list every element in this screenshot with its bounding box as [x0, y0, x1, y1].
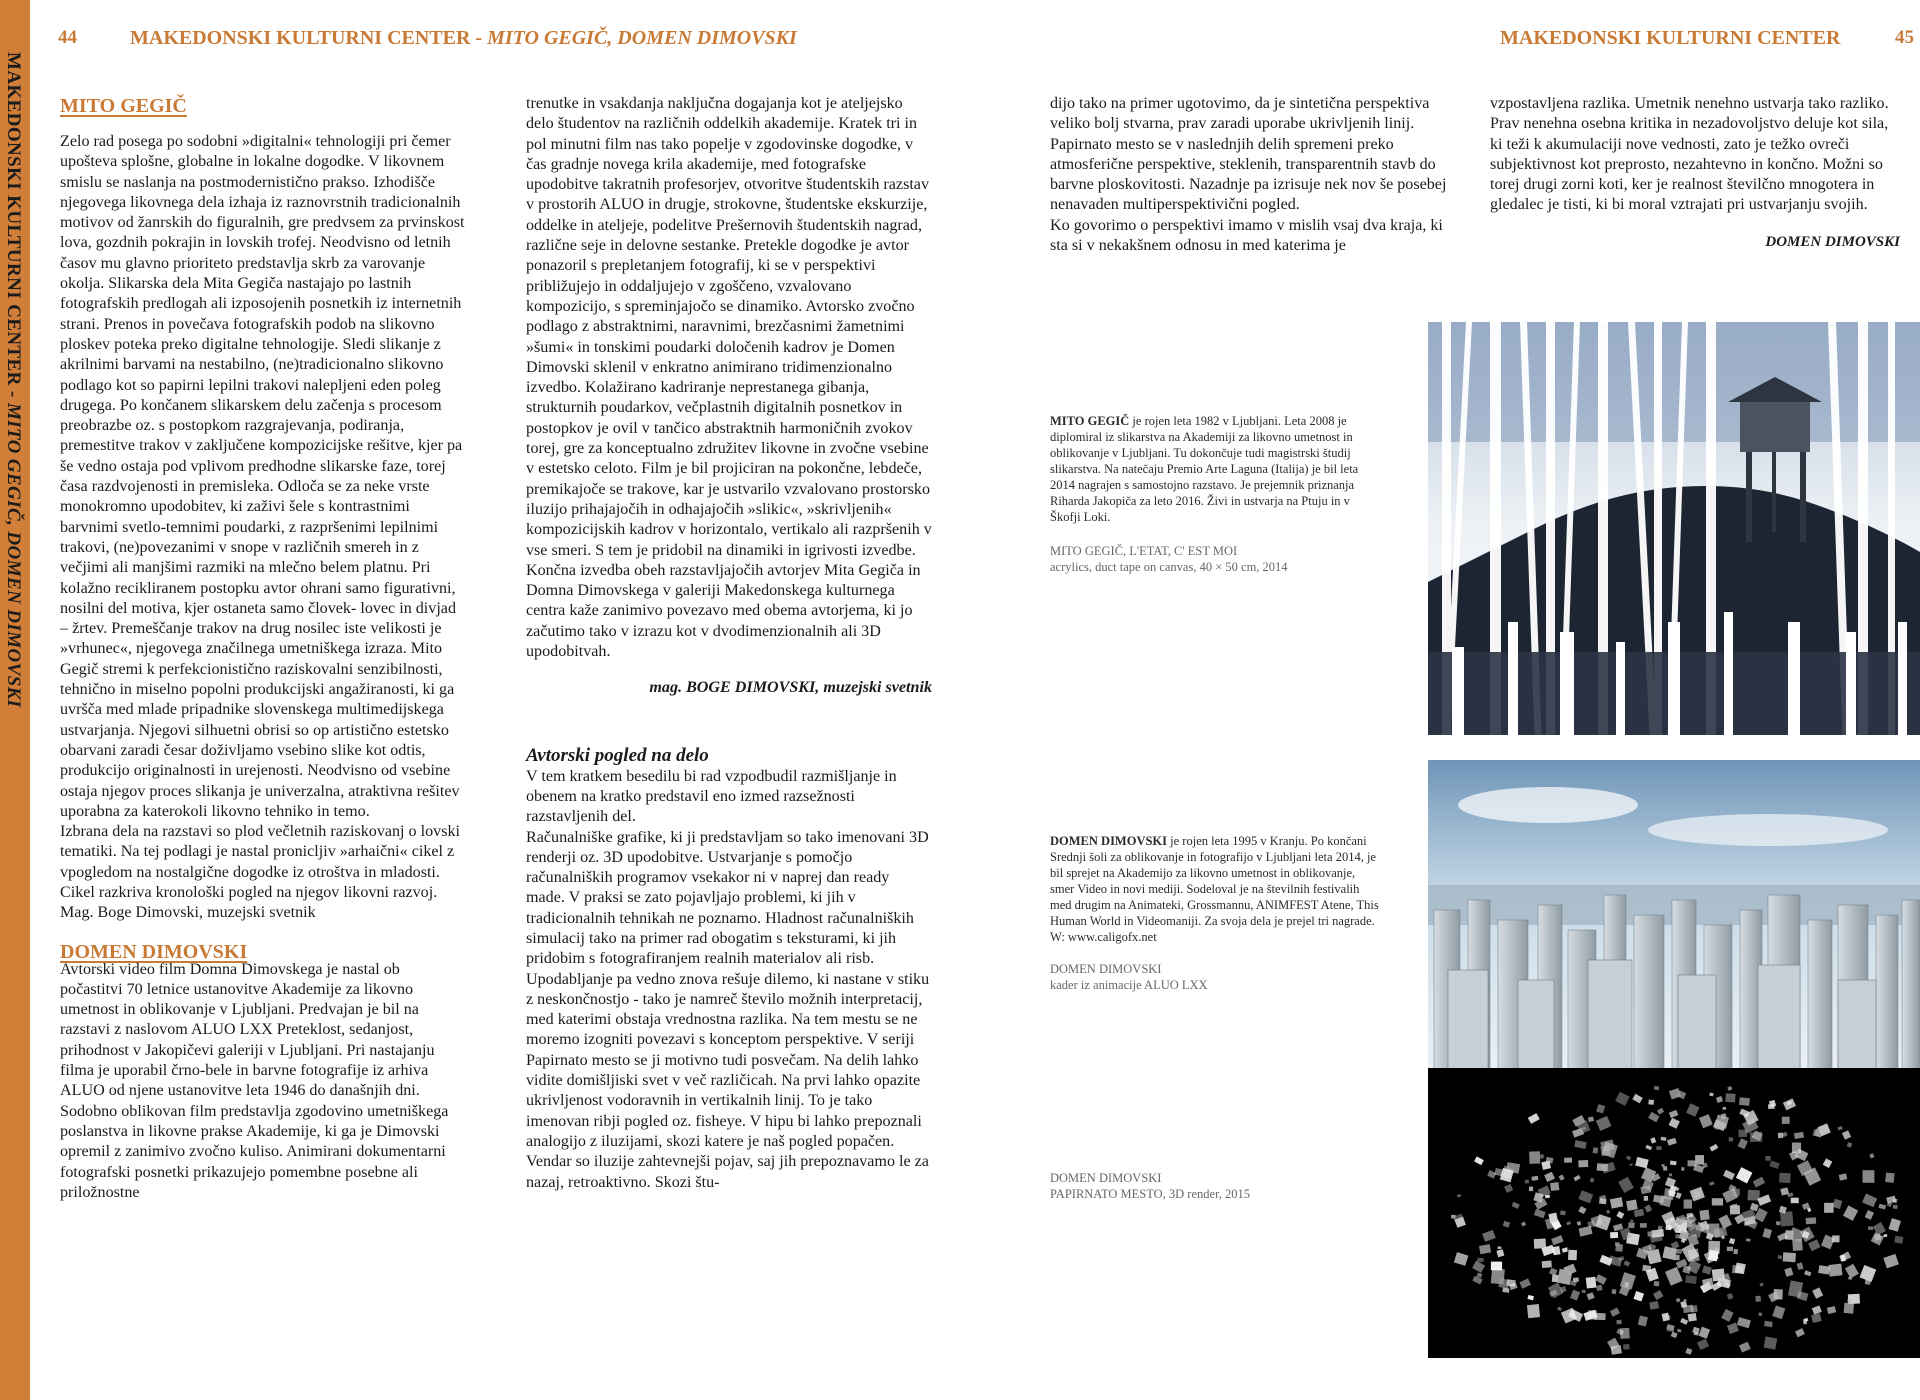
left-running-header: MAKEDONSKI KULTURNI CENTER - MITO GEGIČ, DOMEN DIMOVSKI — [130, 27, 797, 49]
left-page-number: 44 — [58, 27, 77, 48]
right-page-number: 45 — [1895, 27, 1914, 48]
section-title-domen-dimovski: DOMEN DIMOVSKI — [60, 940, 248, 963]
column-3 — [1050, 94, 1455, 256]
col2-paragraph-2: Končna izvedba obeh razstavljajočih avtorjev Mita Gegiča in Domna Dimovskega v galeriji Makedonskega kulturnega centra kaže zanimivo povezavo med obema avtorjema, ki jo začutimo tako v izrazu kot v dvodimenzionalnih ali 3D upodobitvah. — [526, 561, 921, 661]
column-1 — [60, 94, 465, 1203]
bio-caption-domen-dimovski: DOMEN DIMOVSKI je rojen leta 1995 v Kranju. Po končani Srednji šoli za oblikovanje in fotografijo v Ljubljani leta 2014, je bil sprejet na Akademijo za likovno umetnost in oblikovanje, smer Video in novi mediji. Sodeloval je na številnih festivalih med drugim na Animateki, Grossmannu, ANIMFEST Atene, This Human World in Videomaniji. Za svoja dela je prejel tri nagrade. W: www.caligofx.net DOMEN DIMOVSKI kader iz animacije ALUO LXX — [1050, 834, 1379, 992]
col1-signature: Mag. Boge Dimovski, muzejski svetnik — [60, 904, 316, 922]
side-banner-text: MAKEDONSKI KULTURNI CENTER - MITO GEGIČ, DOMEN DIMOVSKI — [3, 52, 24, 708]
col4-signature: DOMEN DIMOVSKI — [1765, 233, 1900, 250]
col2-paragraph-1: trenutke in vsakdanja naključna dogajanja kot je ateljejsko delo študentov na različnih oddelkih akademije. Kratek tri in pol minutni film nas tako popelje v zgodovinske dogodke, v čas gradnje novega krila akademije, med fotografske upodobitve takratnih profesorjev, otvoritve študentskih razstav v prostorih ALUO in drugje, strokovne, študentske ekskurzije, oddelke in ateljeje, podelitve Prešernovih študentskih nagrad, različne seje in delovne sestanke. Pretekle dogodke je avtor ponazoril s prepletanjem fotografij, ki se v perspektivi približujejo in oddaljujejo v zgoščeno, vzvalovano kompozicijo, s spreminjajočo se dinamiko. Avtorsko zvočno podlago z abstraktnimi, naravnimi, brezčasnimi žametnimi »šumi« in tonskimi poudarki določenih kadrov je Domen Dimovski sklenil v enkratno animirano tridimenzionalno izvedbo. Kolažirano kadriranje neprestanega gibanja, strukturnih poudarkov, večplastnih digitalnih posnetkov in postopkov je ovil v tančico abstraktnih harmoničnih zvokov torej, gre za konceptualno združitev likovne in zvočne vsebine v estetsko celoto. Film je bil projiciran na pokončne, lebdeče, premikajoče se trakove, kar je ustvarilo vzvalovano prostorsko iluzijo prihajajočih in odhajajočih »slikic«, »skrivljenih« kompozicijskih kadrov v horizontalo, vertikalo ali razpršenih v vse smeri. S tem je pridobil na dinamiki in igrivosti izvedbe. — [526, 95, 932, 559]
col4-paragraph-1: vzpostavljena razlika. Umetnik nenehno ustvarja tako razliko. Prav nenehna osebna kritika in nezadovoljstvo deluje kot sila, ki teži k akumulaciji nove vednosti, zato je težko ovreči subjektivnost kot preprosto, nezahtevno in končno. Možni so torej drugi zorni koti, ker je realnost številčno mnogotera in gledalec je tisti, ki bi moral vztrajati pri ustvarjanju svojih. — [1490, 95, 1889, 214]
col2-paragraph-4: Računalniške grafike, ki ji predstavljam so tako imenovani 3D renderji oz. 3D upodobitve. Ustvarjanje s pomočjo računalniških programov vsekakor ni v naprej dan ready made. V praksi se zato pojavljajo problemi, ki jih v tradicionalnih tehnikah ne poznamo. Hladnost računalniških simulacij tako na primer rad obogatim s teksturami, ki jih pridobim s fotografiranjem realnih materialov ali risb. — [526, 828, 929, 968]
artwork-image-papirnato-mesto — [1428, 1068, 1920, 1358]
section-title-mito-gegic: MITO GEGIČ — [60, 95, 187, 117]
artwork-image-aluo-lxx — [1428, 760, 1920, 1070]
col2-paragraph-5: Upodabljanje pa vedno znova rešuje dilemo, ki nastane v stiku z neskončnostjo - tako je namreč število možnih interpretacij, med katerimi obstaja vrednostna razlika. Na tem mestu se ne moremo izogniti povezavi s konceptom perspektive. V seriji Papirnato mesto se ji motivno tudi posvečam. Na delih lahko vidite domišljiski svet v več različicah. Na prvi lahko opazite ukrivljenost vodoravnih in vertikalnih linij. To je tako imenovan ribji pogled oz. fisheye. V hipu bi lahko prepoznali analogijo z iluzijami, skozi katere je naš pogled popačen. Vendar so iluzije zahtevnejši pojav, saj jih prepoznavamo le za nazaj, retroaktivno. Skozi štu- — [526, 970, 930, 1191]
subheading-authors-view: Avtorski pogled na delo — [526, 744, 709, 766]
col2-signature: mag. BOGE DIMOVSKI, muzejski svetnik — [649, 679, 932, 697]
column-2 — [526, 94, 932, 1193]
col1-paragraph-2: Izbrana dela na razstavi so plod večletnih raziskovanj o lovski tematiki. Na tej podlagi je nastal pronicljiv »arhaični« cikel z vpogledom na nostalgične dogodke iz otroštva in mladosti. Cikel razkriva kronološki pogled na njegov likovni razvoj. — [60, 823, 460, 901]
col3-paragraph-1: dijo tako na primer ugotovimo, da je sintetična perspektiva veliko bolj stvarna, prav zaradi uporabe ukrivljenih linij. Papirnato mesto se v naslednjih delih spremeni preko atmosferične perspektive, steklenih, transparentnih stavb do barvne ploskovitosti. Nazadnje pa izrisuje nek nov še posebej nenavaden multiperspektivični pogled. — [1050, 95, 1447, 214]
bio-caption-mito-gegic: MITO GEGIČ je rojen leta 1982 v Ljubljani. Leta 2008 je diplomiral iz slikarstva na Akademiji za likovno umetnost in oblikovanje v Ljubljani. Tu dokončuje tudi magistrski študij slikarstva. Na natečaju Premio Arte Laguna (Italija) je bil leta 2014 nagrajen s samostojno razstavo. Je prejemnik priznanja Riharda Jakopiča za leto 2016. Živi in ustvarja na Ptuju in v Škofji Loki. MITO GEGIČ, L'ETAT, C' EST MOI acrylics, duct tape on canvas, 40 × 50 cm, 2014 — [1050, 414, 1359, 574]
col1-paragraph-3: Avtorski video film Domna Dimovskega je nastal ob počastitvi 70 letnice ustanovitve Akademije za likovno umetnost in oblikovanje v Ljubljani. Predvajan je bil na razstavi z naslovom ALUO LXX Preteklost, sedanjost, prihodnost v Jakopičevi galeriji v Ljubljani. Pri nastajanju filma je uporabil črno-bele in barvne fotografije iz arhiva ALUO od njene ustanovitve leta 1946 do današnjih dni. Sodobno oblikovan film predstavlja zgodovino umetniškega poslanstva in likovne prakse Akademije, ki ga je Dimovski opremil z zanimivo zvočno kuliso. Animirani dokumentarni fotografski posnetki prikazujejo pomembne posebne ali priložnostne — [60, 960, 449, 1201]
right-running-header: MAKEDONSKI KULTURNI CENTER — [1500, 27, 1841, 49]
work-caption-papirnato-mesto: DOMEN DIMOVSKI PAPIRNATO MESTO, 3D render, 2015 — [1050, 1171, 1250, 1201]
artwork-image-letat-cest-moi — [1428, 322, 1920, 735]
col1-paragraph-1: Zelo rad posega po sodobni »digitalni« tehnologiji pri čemer upošteva splošne, globalne in lokalne dogodke. V likovnem smislu se naslanja na postmodernistično prakso. Izhodišče njegovega likovnega dela izhaja iz raznovrstnih tradicionalnih motivov od žanrskih do figuralnih, gre predvsem za prvinskost lova, gozdnih pokrajin in lovskih trofej. Neodvisno od letnih časov mu glavno prioriteto predstavlja skrb za varovanje okolja. Slikarska dela Mita Gegiča nastajajo po lastnih fotografskih predlogah ali izposojenih posnetkih iz internetnih strani. Prenos in povečava fotografskih podob na slikovno ploskev poteka preko digitalne tehnologije. Sledi slikanje z akrilnimi barvami na nestabilno, (ne)tradicionalno slikovno podlago kot so papirni lepilni trakovi nalepljeni eden poleg drugega. Po končanem slikarskem delu začenja s procesom preobrazbe oz. s postopkom razgrajevanja, podiranja, premestitve trakov v zaključene kompozicijske rešitve, kjer pa še vedno ostaja pod vplivom predhodne slikarske faze, torej časa razdvojenosti in premisleka. Odloča se za neke vrste monokromno upodobitev, ki zaživi šele s kontrastnimi barvnimi svetlo-temnimi poudarki, z razpršenimi lepilnimi trakovi, (ne)povezanimi v snope v različnih smereh in z večjimi ali manjšimi razmiki na mlečno belem platnu. Pri kolažno recikliranem postopku avtor ohrani samo figurativni, nosilni del motiva, kjer ostaneta samo človek- lovec in divjad – žrtev. Premeščanje trakov na drug nosilec iste velikosti je »vrhunec«, njegovega značilnega umetniškega izraza. Mito Gegič stremi k perfekcionistično raziskovalni senzibilnosti, tehnično in miselno popolni produkcijski angažiranosti, ki ga uvršča med mlade pripadnike slovenskega multimedijskega ustvarjanja. Njegovi silhuetni obrisi so op artistično estetsko obarvani zaradi česar doživljamo vsebino slike kot odtis, produkcijo originalnosti in urejenosti. Neodvisno od vsebine ostaja njegov proces slikanja je univerzalna, atraktivna rešitev uporabna za katerokoli likovno tehniko in temo. — [60, 133, 465, 820]
column-4 — [1490, 94, 1900, 252]
col3-paragraph-2: Ko govorimo o perspektivi imamo v mislih vsaj dva kraja, ki sta si v nekakšnem odnosu in med katerima je — [1050, 216, 1443, 255]
col2-paragraph-3: V tem kratkem besedilu bi rad vzpodbudil razmišljanje in obenem na kratko predstavil eno izmed razsežnosti razstavljenih del. — [526, 767, 897, 826]
